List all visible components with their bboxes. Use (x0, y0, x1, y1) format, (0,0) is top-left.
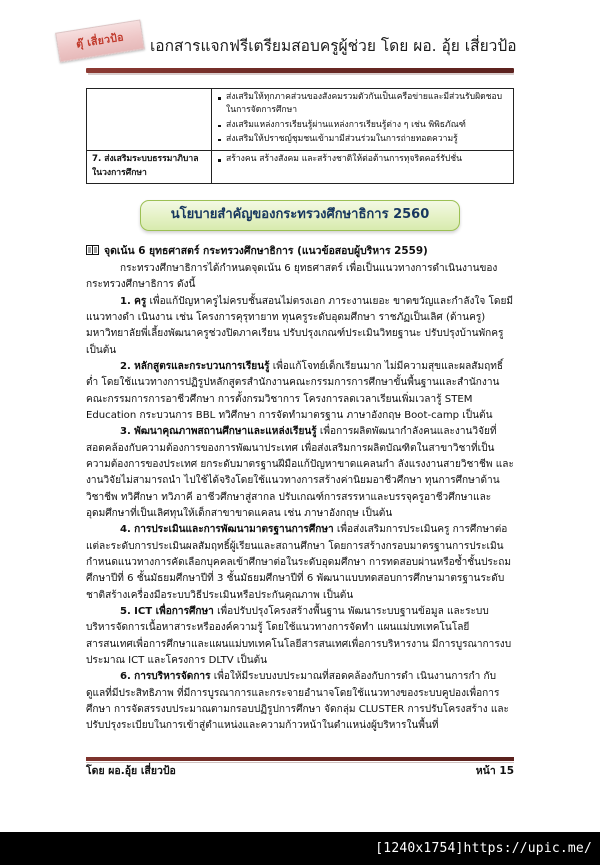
table-row-label: 7. ส่งเสริมระบบธรรมาภิบาลในวงการศึกษา (87, 151, 212, 184)
section-intro: กระทรวงศึกษาธิการได้กำหนดจุดเน้น 6 ยุทธศาสตร์ เพื่อเป็นแนวทางการดำเนินงานของกระทรวงศึกษาธิการ ดังนี้ (86, 262, 498, 291)
strategy-table (86, 88, 514, 184)
brand-logo-text: ตุ๊ เสี่ยวป้อ (75, 31, 125, 51)
page-header (0, 0, 600, 88)
strategy-item-4 (86, 522, 514, 604)
table-row (87, 151, 514, 184)
strategy-item-1 (86, 294, 514, 359)
strategy-item-5 (86, 604, 514, 669)
watermark-bar (0, 832, 600, 865)
list-item: ส่งเสริมแหล่งการเรียนรู้ผ่านแหล่งการเรียนรู้ต่าง ๆ เช่น พิพิธภัณฑ์ (217, 119, 508, 132)
strategy-item-5-number: 5. (120, 606, 131, 618)
list-item: สร้างคน สร้างสังคม และสร้างชาติให้ต่อต้านการทุจริตคอร์รัปชั่น (217, 153, 508, 166)
page-footer (86, 765, 514, 779)
strategy-item-2-body: เพื่อแก้โจทย์เด็กเรียนมาก ไม่มีความสุขและผลสัมฤทธิ์ต่ำ โดยใช้แนวทางการปฏิรูปหลักสูตรสำนักงานคณะกรรมการการศึกษาขั้นพื้นฐานและสำนักงานคณะกรรมการการอาชีวศึกษา การตั้งกรมวิชาการ โครงการลดเวลาเรียนเพิ่มเวลารู้ STEM Education กระบวนการ BBL ทวิศึกษา การจัดทำมาตรฐาน ภาษาอังกฤษ Boot-camp เป็นต้น (86, 360, 504, 421)
strategy-item-5-title: ICT เพื่อการศึกษา (134, 606, 214, 618)
footer-author: โดย ผอ.อุ้ย เสี่ยวป้อ (86, 765, 176, 777)
strategy-item-6-number: 6. (120, 671, 131, 683)
open-book-icon (86, 245, 99, 257)
header-divider-shadow (88, 73, 514, 75)
footer-divider (86, 757, 514, 761)
table-body (87, 89, 514, 184)
strategy-item-2 (86, 359, 514, 424)
strategy-item-3 (86, 424, 514, 522)
strategy-item-3-number: 3. (120, 426, 131, 438)
strategy-item-1-body: เพื่อแก้ปัญหาครูไม่ครบชั้นสอนไม่ตรงเอก ภาระงานเยอะ ขาดขวัญและกำลังใจ โดยมีแนวทางดำ เนินงาน เช่น โครงการคุรุทายาท ทุนครูระดับอุดมศึกษา ราชภัฏเป็นเลิศ (ด้านครู) มหาวิทยาลัยพี่เลี้ยงพัฒนาครูช่วงปิดภาคเรียน ปรับปรุงเกณฑ์ประเมินวิทยฐานะ ปรับปรุงบ้านพักครู เป็นต้น (86, 295, 514, 356)
header-title: เอกสารแจกฟรีเตรียมสอบครูผู้ช่วย โดย ผอ. อุ้ย เสี่ยวป้อ (150, 37, 517, 55)
section-heading-text: จุดเน้น 6 ยุทธศาสตร์ กระทรวงศึกษาธิการ (แนวข้อสอบผู้บริหาร 2559) (104, 245, 428, 257)
strategy-item-4-body: เพื่อส่งเสริมการประเมินครู การศึกษาต่อแต่ละระดับการประเมินผลสัมฤทธิ์ผู้เรียนและสถานศึกษา โดยการสร้างกรอบมาตรฐานการประเมิน กำหนดแนวทางการคัดเลือกบุคคลเข้าศึกษาต่อในระดับอุดมศึกษา การทดสอบผ่านหรือซ้ำชั้นประถมศึกษาปีที่ 6 ชั้นมัธยมศึกษาปีที่ 3 ชั้นมัธยมศึกษาปีที่ 6 พัฒนาแบบทดสอบการศึกษามาตรฐานระดับชาติสร้างเครื่องมือระบบวิธีประเมินหรือประกันคุณภาพ เป็นต้น (86, 524, 511, 601)
strategy-item-5-body: เพื่อปรับปรุงโครงสร้างพื้นฐาน พัฒนาระบบฐานข้อมูล และระบบบริหารจัดการเนื้อหาสาระหรือองค์ความรู้ โดยใช้แนวทางการจัดทำ แผนแม่บทเทคโนโลยีสารสนเทศเพื่อการศึกษาและแผนแม่บทเทคโนโลยีสารสนเทศเพื่อการบริหารงาน มีการบูรณาการงบประมาณ ICT และโครงการ DLTV เป็นต้น (86, 606, 512, 667)
table-row-content (212, 151, 514, 184)
list-item: ส่งเสริมให้ปราชญ์ชุมชนเข้ามามีส่วนร่วมในการถ่ายทอดความรู้ (217, 133, 508, 146)
list-item: ส่งเสริมให้ทุกภาคส่วนของสังคมรวมตัวกันเป็นเครือข่ายและมีส่วนรับผิดชอบในการจัดการศึกษา (217, 91, 508, 118)
table-row-label (87, 89, 212, 151)
table-row-content (212, 89, 514, 151)
strategy-item-4-number: 4. (120, 524, 131, 536)
strategy-item-4-title: การประเมินและการพัฒนามาตรฐานการศึกษา (134, 524, 334, 536)
strategy-item-6-title: การบริหารจัดการ (134, 671, 211, 683)
strategy-item-3-body: เพื่อการผลิตพัฒนากำลังคนและงานวิจัยที่สอดคล้องกับความต้องการของการพัฒนาประเทศ เพื่อส่งเสริมการผลิตบัณฑิตในสาขาวิชาที่เป็นความต้องการของประเทศ ยกระดับมาตรฐานฝีมือแก้ปัญหาขาดแคลนกำ ลังแรงงานสายวิชาชีพ และงานวิจัยไม่สามารถนำ ไปใช้ได้จริงโดยใช้แนวทางการสร้างค่านิยมอาชีวศึกษา ทุนการศึกษาด้านวิชาชีพ ทวิศึกษา ทวิภาคี อาชีวศึกษาสู่สากล ปรับเกณฑ์การสรรหาและบรรจุครูอาชีวศึกษาและอุดมศึกษาที่เป็นเลิศทุนให้เด็กสาขาขาดแคลน เช่น ภาษาอังกฤษ เป็นต้น (86, 426, 514, 519)
footer-page-number: หน้า 15 (475, 765, 514, 777)
strategy-item-2-number: 2. (120, 360, 131, 372)
strategy-item-6 (86, 669, 514, 734)
policy-banner: นโยบายสำคัญของกระทรวงศึกษาธิการ 2560 (140, 200, 461, 231)
footer-divider-shadow (86, 762, 514, 763)
strategy-item-1-number: 1. (120, 295, 131, 307)
policy-banner-wrap (0, 200, 600, 231)
strategy-item-2-title: หลักสูตรและกระบวนการเรียนรู้ (134, 360, 270, 372)
bullet-list (217, 153, 508, 166)
section-heading (86, 243, 514, 260)
brand-logo-badge (55, 19, 145, 62)
strategy-item-1-title: ครู (134, 295, 147, 307)
strategy-item-6-body: เพื่อให้มีระบบงบประมาณที่สอดคล้องกับการดำ เนินงานการกำ กับดูแลที่มีประสิทธิภาพ ที่มีการบูรณาการและกระจายอำนาจโดยใช้แนวทางของระบบคูปองเพื่อการศึกษา การจัดสรรงบประมาณตามกรอบปฏิรูปการศึกษา จัดกลุ่ม CLUSTER การปรับโครงสร้าง และปรับปรุงระเบียบในการเข้าสู่ตำแหน่งและความก้าวหน้าในตำแหน่งผู้บริหารในพื้นที่ (86, 671, 509, 732)
bullet-list (217, 91, 508, 146)
strategy-item-3-title: พัฒนาคุณภาพสถานศึกษาและแหล่งเรียนรู้ (134, 426, 317, 438)
watermark-text: [1240x1754]https://upic.me/ (375, 841, 592, 856)
table-row (87, 89, 514, 151)
document-body (86, 243, 514, 735)
